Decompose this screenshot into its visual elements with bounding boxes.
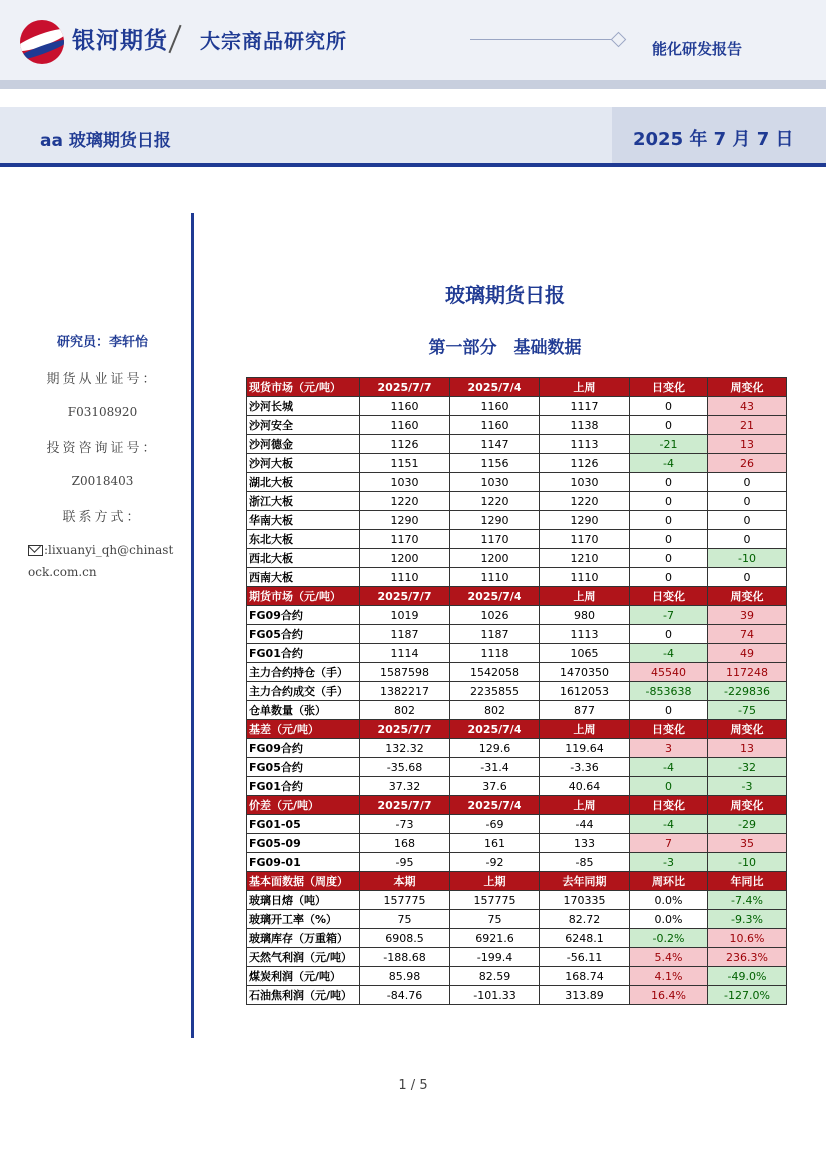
row-label: 玻璃开工率（%） xyxy=(247,910,360,929)
row-label: 玻璃库存（万重箱） xyxy=(247,929,360,948)
table-cell: -188.68 xyxy=(360,948,450,967)
table-row xyxy=(247,663,787,682)
table-cell: 1170 xyxy=(360,530,450,549)
table-cell: -4 xyxy=(630,758,708,777)
table-cell: 1126 xyxy=(360,435,450,454)
table-cell: 74 xyxy=(708,625,787,644)
table-cell: 1290 xyxy=(450,511,540,530)
table-cell: 1117 xyxy=(540,397,630,416)
column-header: 2025/7/7 xyxy=(360,378,450,397)
table-cell: 157775 xyxy=(450,891,540,910)
table-cell: 1210 xyxy=(540,549,630,568)
table-section-header xyxy=(247,720,787,739)
table-cell: 1160 xyxy=(360,397,450,416)
page-number: 1 / 5 xyxy=(398,1078,428,1093)
table-cell: 0 xyxy=(630,416,708,435)
table-row xyxy=(247,606,787,625)
column-header: 2025/7/7 xyxy=(360,587,450,606)
table-cell: -4 xyxy=(630,815,708,834)
table-cell: -21 xyxy=(630,435,708,454)
table-cell: 0 xyxy=(630,473,708,492)
table-cell: -3 xyxy=(630,853,708,872)
table-cell: 1019 xyxy=(360,606,450,625)
table-cell: 132.32 xyxy=(360,739,450,758)
table-cell: 1160 xyxy=(360,416,450,435)
table-cell: 40.64 xyxy=(540,777,630,796)
table-cell: 7 xyxy=(630,834,708,853)
table-cell: 1026 xyxy=(450,606,540,625)
column-header: 周环比 xyxy=(630,872,708,891)
table-cell: -127.0% xyxy=(708,986,787,1005)
column-header: 2025/7/7 xyxy=(360,796,450,815)
table-cell: 1030 xyxy=(450,473,540,492)
table-row xyxy=(247,891,787,910)
section-header-label: 基差（元/吨） xyxy=(247,720,360,739)
table-row xyxy=(247,397,787,416)
table-cell: -84.76 xyxy=(360,986,450,1005)
table-cell: 1220 xyxy=(540,492,630,511)
consult-label: 投资咨询证号： xyxy=(46,441,159,456)
table-cell: -9.3% xyxy=(708,910,787,929)
table-row xyxy=(247,625,787,644)
row-label: 石油焦利润（元/吨） xyxy=(247,986,360,1005)
table-cell: 26 xyxy=(708,454,787,473)
table-cell: -44 xyxy=(540,815,630,834)
table-cell: 1587598 xyxy=(360,663,450,682)
analyst-name: 研究员：李轩怡 xyxy=(56,335,148,350)
table-cell: 0 xyxy=(630,701,708,720)
column-header: 日变化 xyxy=(630,796,708,815)
column-header: 周变化 xyxy=(708,720,787,739)
table-body xyxy=(247,378,787,1005)
table-row xyxy=(247,910,787,929)
table-cell: 0 xyxy=(630,492,708,511)
table-cell: 85.98 xyxy=(360,967,450,986)
table-cell: 161 xyxy=(450,834,540,853)
column-header: 日变化 xyxy=(630,720,708,739)
document-title: 玻璃期货日报 xyxy=(445,283,565,307)
table-cell: 1160 xyxy=(450,416,540,435)
section-header-label: 价差（元/吨） xyxy=(247,796,360,815)
table-cell: -95 xyxy=(360,853,450,872)
row-label: 沙河长城 xyxy=(247,397,360,416)
table-cell: 1110 xyxy=(540,568,630,587)
table-cell: 980 xyxy=(540,606,630,625)
table-cell: 236.3% xyxy=(708,948,787,967)
row-label: FG01-05 xyxy=(247,815,360,834)
table-cell: 21 xyxy=(708,416,787,435)
column-header: 日变化 xyxy=(630,378,708,397)
row-label: 天然气利润（元/吨） xyxy=(247,948,360,967)
section-header-label: 基本面数据（周度） xyxy=(247,872,360,891)
table-row xyxy=(247,511,787,530)
report-title: aa 玻璃期货日报 xyxy=(40,131,171,151)
table-row xyxy=(247,853,787,872)
table-cell: 0 xyxy=(708,568,787,587)
column-header: 周变化 xyxy=(708,587,787,606)
consult-number: Z0018403 xyxy=(71,474,134,488)
table-cell: 802 xyxy=(360,701,450,720)
table-cell: -92 xyxy=(450,853,540,872)
row-label: 华南大板 xyxy=(247,511,360,530)
row-label: FG09合约 xyxy=(247,606,360,625)
table-cell: -73 xyxy=(360,815,450,834)
contact-email[interactable] xyxy=(20,539,185,583)
sidebar-divider xyxy=(191,213,194,1038)
title-band-underline xyxy=(0,163,826,167)
row-label: FG05合约 xyxy=(247,625,360,644)
column-header: 上周 xyxy=(540,378,630,397)
table-cell: 168.74 xyxy=(540,967,630,986)
table-cell: -31.4 xyxy=(450,758,540,777)
table-row xyxy=(247,568,787,587)
row-label: 煤炭利润（元/吨） xyxy=(247,967,360,986)
table-cell: 13 xyxy=(708,739,787,758)
column-header: 2025/7/7 xyxy=(360,720,450,739)
table-cell: 0 xyxy=(630,568,708,587)
table-row xyxy=(247,815,787,834)
table-cell: 3 xyxy=(630,739,708,758)
table-cell: 168 xyxy=(360,834,450,853)
table-cell: 0.0% xyxy=(630,891,708,910)
table-cell: -7.4% xyxy=(708,891,787,910)
row-label: 沙河安全 xyxy=(247,416,360,435)
table-row xyxy=(247,777,787,796)
table-cell: 16.4% xyxy=(630,986,708,1005)
company-name: 银河期货 xyxy=(72,28,168,54)
table-cell: -101.33 xyxy=(450,986,540,1005)
table-row xyxy=(247,416,787,435)
table-cell: 35 xyxy=(708,834,787,853)
column-header: 上周 xyxy=(540,720,630,739)
table-cell: 1542058 xyxy=(450,663,540,682)
table-cell: 1612053 xyxy=(540,682,630,701)
table-cell: 13 xyxy=(708,435,787,454)
table-cell: 0 xyxy=(630,530,708,549)
table-cell: 1187 xyxy=(360,625,450,644)
table-cell: 170335 xyxy=(540,891,630,910)
table-cell: 1220 xyxy=(450,492,540,511)
table-cell: 45540 xyxy=(630,663,708,682)
contact-label: 联系方式： xyxy=(62,510,143,525)
table-cell: -0.2% xyxy=(630,929,708,948)
table-cell: 877 xyxy=(540,701,630,720)
table-cell: -75 xyxy=(708,701,787,720)
row-label: 沙河大板 xyxy=(247,454,360,473)
column-header: 上期 xyxy=(450,872,540,891)
table-cell: 0 xyxy=(630,511,708,530)
section-header-label: 现货市场（元/吨） xyxy=(247,378,360,397)
table-cell: -7 xyxy=(630,606,708,625)
table-cell: 1114 xyxy=(360,644,450,663)
row-label: 主力合约持仓（手） xyxy=(247,663,360,682)
table-cell: 37.6 xyxy=(450,777,540,796)
table-cell: 313.89 xyxy=(540,986,630,1005)
table-cell: 0 xyxy=(708,530,787,549)
company-logo-icon xyxy=(20,20,64,64)
institute-name: 大宗商品研究所 xyxy=(200,29,347,53)
table-cell: 1113 xyxy=(540,435,630,454)
table-cell: -3.36 xyxy=(540,758,630,777)
table-cell: -3 xyxy=(708,777,787,796)
table-row xyxy=(247,435,787,454)
license-number: F03108920 xyxy=(67,405,138,419)
table-cell: 119.64 xyxy=(540,739,630,758)
column-header: 上周 xyxy=(540,587,630,606)
table-cell: 1151 xyxy=(360,454,450,473)
table-cell: 1138 xyxy=(540,416,630,435)
table-cell: 0 xyxy=(630,549,708,568)
table-cell: -10 xyxy=(708,549,787,568)
table-cell: 43 xyxy=(708,397,787,416)
column-header: 周变化 xyxy=(708,378,787,397)
table-cell: 82.59 xyxy=(450,967,540,986)
table-row xyxy=(247,948,787,967)
report-date: 2025 年 7 月 7 日 xyxy=(633,129,794,150)
header-divider xyxy=(0,80,826,89)
table-cell: -29 xyxy=(708,815,787,834)
row-label: 东北大板 xyxy=(247,530,360,549)
table-row xyxy=(247,454,787,473)
table-row xyxy=(247,549,787,568)
table-cell: 1470350 xyxy=(540,663,630,682)
table-cell: 37.32 xyxy=(360,777,450,796)
column-header: 2025/7/4 xyxy=(450,587,540,606)
analyst-sidebar xyxy=(20,325,185,583)
table-row xyxy=(247,834,787,853)
table-cell: 1200 xyxy=(360,549,450,568)
table-cell: 0 xyxy=(630,625,708,644)
table-cell: 1065 xyxy=(540,644,630,663)
table-cell: 0 xyxy=(708,492,787,511)
table-row xyxy=(247,682,787,701)
table-row xyxy=(247,530,787,549)
table-cell: 10.6% xyxy=(708,929,787,948)
table-cell: -49.0% xyxy=(708,967,787,986)
table-cell: 75 xyxy=(360,910,450,929)
row-label: FG05合约 xyxy=(247,758,360,777)
table-cell: -85 xyxy=(540,853,630,872)
table-cell: 1170 xyxy=(540,530,630,549)
table-cell: 0 xyxy=(630,397,708,416)
table-row xyxy=(247,739,787,758)
table-cell: 1220 xyxy=(360,492,450,511)
row-label: FG05-09 xyxy=(247,834,360,853)
column-header: 上周 xyxy=(540,796,630,815)
table-row xyxy=(247,492,787,511)
table-cell: 6248.1 xyxy=(540,929,630,948)
row-label: 玻璃日熔（吨） xyxy=(247,891,360,910)
table-cell: 0 xyxy=(630,777,708,796)
table-cell: 0 xyxy=(708,473,787,492)
table-cell: 1110 xyxy=(450,568,540,587)
row-label: FG01合约 xyxy=(247,644,360,663)
table-row xyxy=(247,473,787,492)
table-cell: -69 xyxy=(450,815,540,834)
basic-data-table xyxy=(246,377,787,1005)
email-text[interactable]: :lixuanyi_qh@chinastock.com.cn xyxy=(28,543,174,579)
table-cell: 1118 xyxy=(450,644,540,663)
column-header: 2025/7/4 xyxy=(450,796,540,815)
table-cell: 6908.5 xyxy=(360,929,450,948)
table-cell: 1113 xyxy=(540,625,630,644)
column-header: 2025/7/4 xyxy=(450,720,540,739)
row-label: 湖北大板 xyxy=(247,473,360,492)
table-row xyxy=(247,986,787,1005)
header-deco-line xyxy=(470,39,618,40)
table-cell: 1147 xyxy=(450,435,540,454)
section-header-label: 期货市场（元/吨） xyxy=(247,587,360,606)
table-cell: 1160 xyxy=(450,397,540,416)
table-cell: 1290 xyxy=(540,511,630,530)
column-header: 日变化 xyxy=(630,587,708,606)
section-title: 第一部分 基础数据 xyxy=(428,338,582,358)
table-cell: -199.4 xyxy=(450,948,540,967)
table-cell: 75 xyxy=(450,910,540,929)
table-cell: 1187 xyxy=(450,625,540,644)
table-cell: 117248 xyxy=(708,663,787,682)
table-cell: 1156 xyxy=(450,454,540,473)
table-cell: -10 xyxy=(708,853,787,872)
table-row xyxy=(247,929,787,948)
column-header: 去年同期 xyxy=(540,872,630,891)
table-cell: -56.11 xyxy=(540,948,630,967)
table-cell: 4.1% xyxy=(630,967,708,986)
row-label: 浙江大板 xyxy=(247,492,360,511)
table-section-header xyxy=(247,796,787,815)
table-cell: 129.6 xyxy=(450,739,540,758)
table-row xyxy=(247,758,787,777)
column-header: 周变化 xyxy=(708,796,787,815)
column-header: 2025/7/4 xyxy=(450,378,540,397)
table-cell: 2235855 xyxy=(450,682,540,701)
table-row xyxy=(247,701,787,720)
column-header: 本期 xyxy=(360,872,450,891)
table-cell: 0 xyxy=(708,511,787,530)
table-cell: 5.4% xyxy=(630,948,708,967)
table-section-header xyxy=(247,378,787,397)
table-cell: -4 xyxy=(630,454,708,473)
table-cell: 802 xyxy=(450,701,540,720)
table-cell: -4 xyxy=(630,644,708,663)
table-cell: 0.0% xyxy=(630,910,708,929)
table-cell: 49 xyxy=(708,644,787,663)
table-cell: 82.72 xyxy=(540,910,630,929)
table-cell: -229836 xyxy=(708,682,787,701)
report-type: 能化研发报告 xyxy=(652,40,743,58)
row-label: FG09-01 xyxy=(247,853,360,872)
table-cell: 1110 xyxy=(360,568,450,587)
table-cell: 157775 xyxy=(360,891,450,910)
table-cell: 6921.6 xyxy=(450,929,540,948)
row-label: 西南大板 xyxy=(247,568,360,587)
table-cell: 1030 xyxy=(540,473,630,492)
column-header: 年同比 xyxy=(708,872,787,891)
table-row xyxy=(247,967,787,986)
row-label: 主力合约成交（手） xyxy=(247,682,360,701)
row-label: FG09合约 xyxy=(247,739,360,758)
table-cell: 1126 xyxy=(540,454,630,473)
table-section-header xyxy=(247,587,787,606)
table-section-header xyxy=(247,872,787,891)
row-label: 仓单数量（张） xyxy=(247,701,360,720)
table-cell: 133 xyxy=(540,834,630,853)
license-label: 期货从业证号： xyxy=(46,372,159,387)
mail-icon xyxy=(28,545,43,556)
table-cell: 1382217 xyxy=(360,682,450,701)
table-cell: 1170 xyxy=(450,530,540,549)
table-cell: -35.68 xyxy=(360,758,450,777)
table-cell: 1290 xyxy=(360,511,450,530)
table-cell: 39 xyxy=(708,606,787,625)
table-cell: -32 xyxy=(708,758,787,777)
row-label: FG01合约 xyxy=(247,777,360,796)
row-label: 西北大板 xyxy=(247,549,360,568)
table-cell: -853638 xyxy=(630,682,708,701)
table-cell: 1030 xyxy=(360,473,450,492)
row-label: 沙河德金 xyxy=(247,435,360,454)
table-row xyxy=(247,644,787,663)
table-cell: 1200 xyxy=(450,549,540,568)
